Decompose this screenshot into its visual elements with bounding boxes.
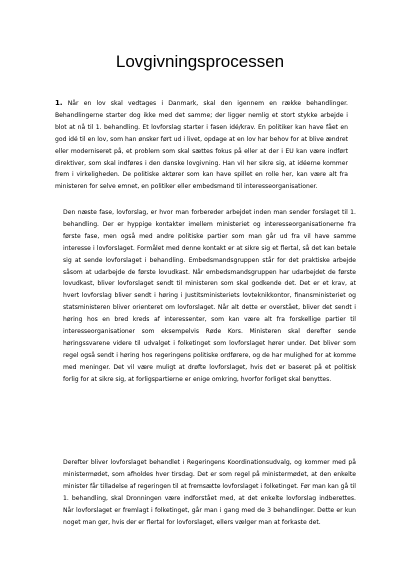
page-title: Lovgivningsprocessen <box>115 52 285 71</box>
section-number: 1. <box>55 99 63 107</box>
paragraph-3-text: Derefter bliver lovforslaget behandlet i Regeringens Koordinationsudvalg, og kommer med på ministermødet, som afholdes hver tirsdag. Det er som regel på ministermødet, at den enkelte minister får tilladelse af regeringen til at fremsætte lovforslaget i folketinget. Før man kan gå til 1. behandling, skal Dronningen være indforstået med, at det enkelte lovforslag indberettes. Når lovforslaget er fremlagt i folketinget, går man i gang med de 3 behandlinger. Dette er kun noget man gør, hvis der er flertal for lovforslaget, ellers vælger man at forkaste det. <box>63 459 356 526</box>
paragraph-2 <box>55 207 356 386</box>
paragraph-1 <box>55 98 348 193</box>
paragraph-2-text: Den næste fase, lovforslag, er hvor man forbereder arbejdet inden man sender forslaget til 1. behandling. Der er hyppige kontakter imellem ministeriet og interesseorganisationerne fra første fase, men også med andre politiske partier som man går ud fra vil have samme interesse i lovforslaget. Formålet med denne kontakt er at sikre sig et flertal, så det kan betale sig at sende lovforslaget i behandling. Embedsmandsgruppen står for det praktiske arbejde såsom at udarbejde de første lovudkast. Når embedsmandsgruppen har udarbejdet de første lovudkast, bliver lovforslaget sendt til ministeren som skal godkende det. Det er et krav, at hvert lovforslag bliver sendt i høring i Justitsministeriets lovteknikkontor, finansministeriet og statsministeren bliver orienteret om lovforslaget. Når alt dette er overstået, bliver det sendt i høring hos en bred kreds af interessenter, som kan være alt fra forskellige partier til interesseorganisationer som eksempelvis Røde Kors. Ministeren skal derefter sende høringssvarene videre til udvalget i folketinget som lovforslaget hører under. Det bliver som regel også sendt i høring hos regeringens politiske ordførere, og de har mulighed for at komme med meninger. Det vil være muligt at drøfte lovforslaget, hvis det er baseret på et politisk forlig for at sikre sig, at forligspartierne er enige omkring, hvorfor forliget skal benyttes. <box>63 209 356 383</box>
paragraph-1-text: Når en lov skal vedtages i Danmark, skal den igennem en række behandlinger. Behandlingerne starter dog ikke med det samme; der ligger nemlig et stort stykke arbejde i blot at nå til 1. behandling. Et lovforslag starter i fasen idé/krav. En politiker kan have fået en god idé til en lov, som han ønsker ført ud i livet, opdage at en lov har behov for at blive ændret eller moderniseret på, et problem som skal sættes fokus på eller at der i EU kan være indført direktiver, som skal indføres i den danske lovgivning. Han vil her sikre sig, at idéerne kommer frem i virkeligheden. De politiske aktører som kan have spillet en rolle her, kan være alt fra ministeren for selve emnet, en politiker eller embedsmand til interesseorganisationer. <box>55 100 348 191</box>
paragraph-3 <box>55 457 356 528</box>
